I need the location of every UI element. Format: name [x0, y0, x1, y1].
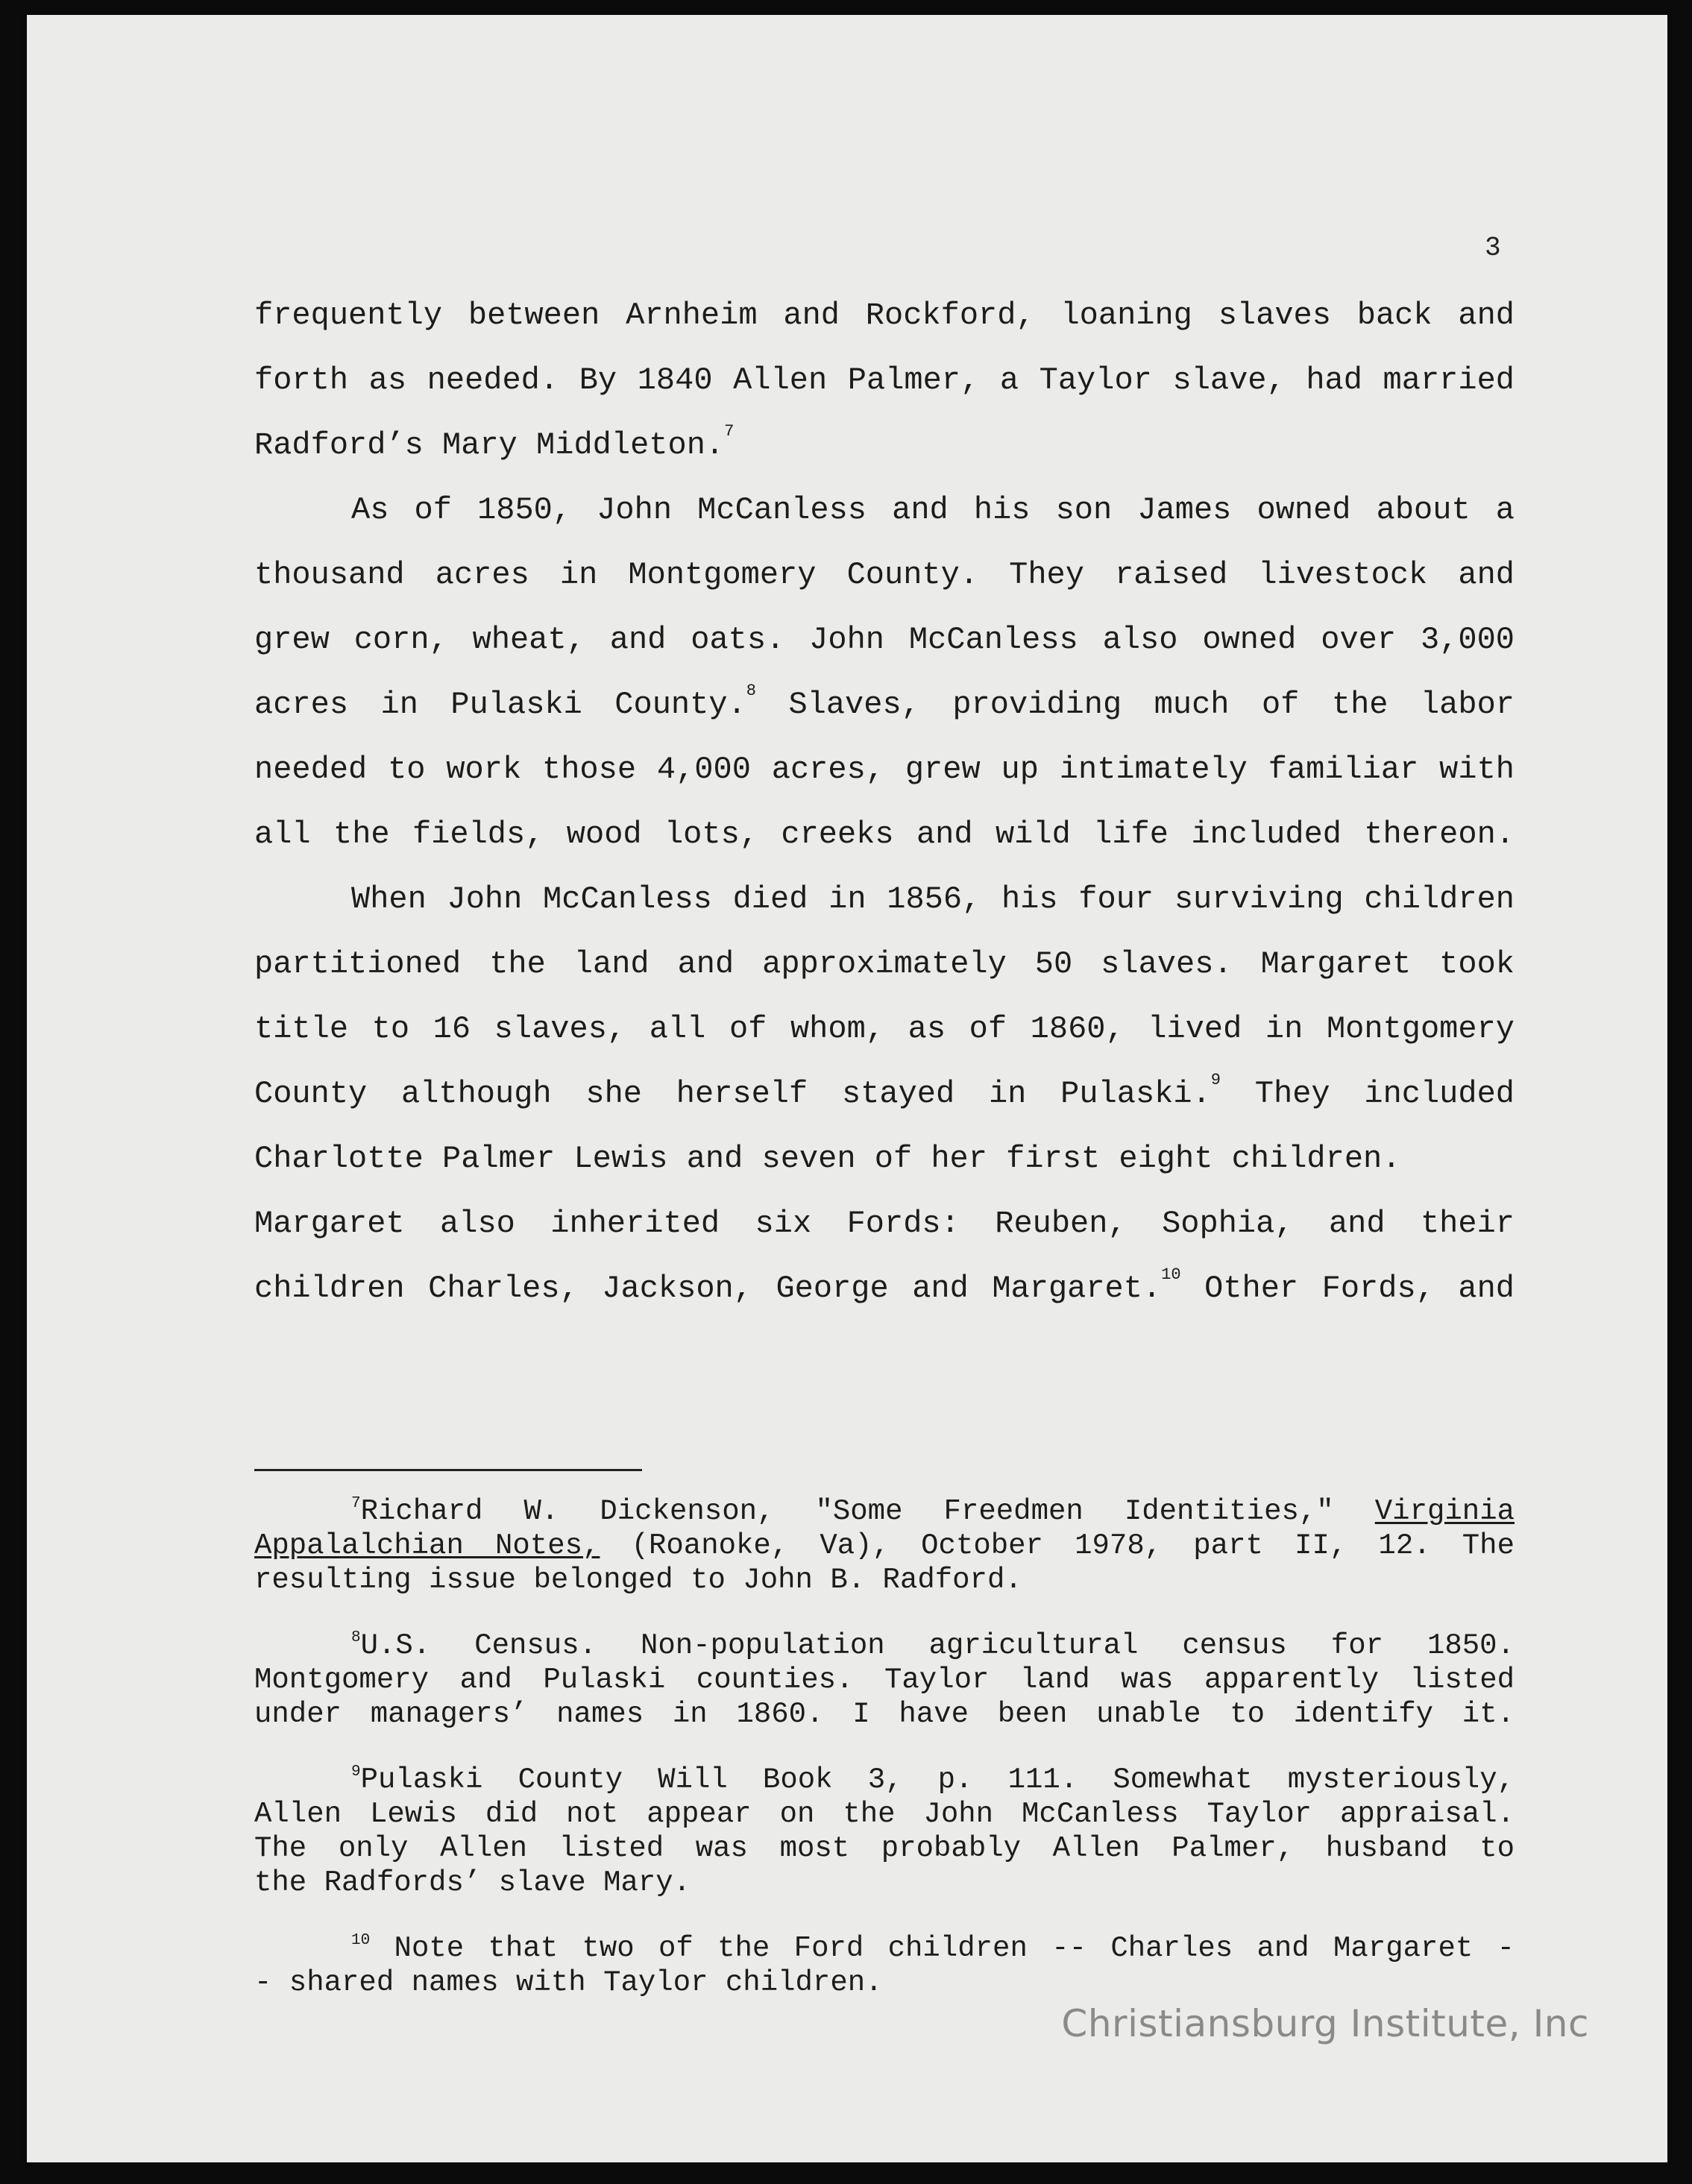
- body-line: County although she herself stayed in Pulaski.$^9$ They included: [254, 1071, 1515, 1112]
- footnote-ref-8: 8: [746, 682, 756, 700]
- footnotes: [254, 1494, 1515, 2031]
- footnote-line: Appalalchian Notes, (Roanoke, Va), October 1978, part II, 12. The: [254, 1529, 1515, 1562]
- footnote-line: under managers’ names in 1860. I have been unable to identify it.: [254, 1698, 1515, 1731]
- footnote-line: the Radfords’ slave Mary.: [254, 1866, 691, 1899]
- footnote-10: [254, 1931, 1515, 2000]
- footnote-ref-10: 10: [1161, 1265, 1181, 1284]
- page-number: 3: [1485, 233, 1501, 263]
- body-line: needed to work those 4,000 acres, grew up intimately familiar with: [254, 752, 1515, 787]
- footnote-7: [254, 1494, 1515, 1597]
- footnote-9: [254, 1763, 1515, 1900]
- body-line: Charlotte Palmer Lewis and seven of her first eight children.: [254, 1141, 1401, 1177]
- body-line: When John McCanless died in 1856, his four surviving children: [351, 881, 1515, 917]
- footnote-ref-9: 9: [1210, 1071, 1221, 1089]
- body-text: [254, 289, 1515, 1327]
- citation-title: Appalalchian Notes,: [254, 1529, 600, 1562]
- body-line: partitioned the land and approximately 50 slaves. Margaret took: [254, 946, 1515, 982]
- watermark: Christiansburg Institute, Inc: [1061, 2002, 1589, 2045]
- body-line: frequently between Arnheim and Rockford, loaning slaves back and: [254, 298, 1515, 333]
- footnote-line: Montgomery and Pulaski counties. Taylor land was apparently listed: [254, 1664, 1515, 1696]
- footnote-line: resulting issue belonged to John B. Radford.: [254, 1564, 1022, 1596]
- body-line: children Charles, Jackson, George and Margaret.$^{10}$ Other Fords, and: [254, 1265, 1515, 1306]
- body-line: grew corn, wheat, and oats. John McCanless also owned over 3,000: [254, 622, 1515, 658]
- footnote-line: Allen Lewis did not appear on the John McCanless Taylor appraisal.: [254, 1798, 1515, 1831]
- footnote-line: $^{10}$ Note that two of the Ford children -- Charles and Margaret -: [351, 1932, 1515, 1965]
- footnote-line: $^9$Pulaski County Will Book 3, p. 111. Somewhat mysteriously,: [351, 1763, 1515, 1796]
- body-line: acres in Pulaski County.$^8$ Slaves, providing much of the labor: [254, 682, 1515, 723]
- body-line: As of 1850, John McCanless and his son James owned about a: [351, 492, 1515, 528]
- body-line: forth as needed. By 1840 Allen Palmer, a Taylor slave, had married: [254, 362, 1515, 398]
- footnote-separator: [254, 1469, 642, 1471]
- footnote-8: [254, 1628, 1515, 1731]
- footnote-ref-7: 7: [724, 422, 735, 441]
- footnote-line: - shared names with Taylor children.: [254, 1966, 883, 1999]
- body-line: Margaret also inherited six Fords: Reuben, Sophia, and their: [254, 1206, 1515, 1242]
- citation-title: Virginia: [1374, 1495, 1515, 1528]
- body-line: Radford’s Mary Middleton.$^7$: [254, 422, 735, 463]
- footnote-line: $^7$Richard W. Dickenson, "Some Freedmen Identities," Virginia: [351, 1495, 1515, 1528]
- document-page: [27, 15, 1667, 2162]
- footnote-line: $^8$U.S. Census. Non-population agricultural census for 1850.: [351, 1629, 1515, 1662]
- body-line: all the fields, wood lots, creeks and wild life included thereon.: [254, 816, 1515, 852]
- body-line: thousand acres in Montgomery County. They raised livestock and: [254, 557, 1515, 593]
- body-line: title to 16 slaves, all of whom, as of 1860, lived in Montgomery: [254, 1011, 1515, 1047]
- footnote-line: The only Allen listed was most probably Allen Palmer, husband to: [254, 1832, 1515, 1865]
